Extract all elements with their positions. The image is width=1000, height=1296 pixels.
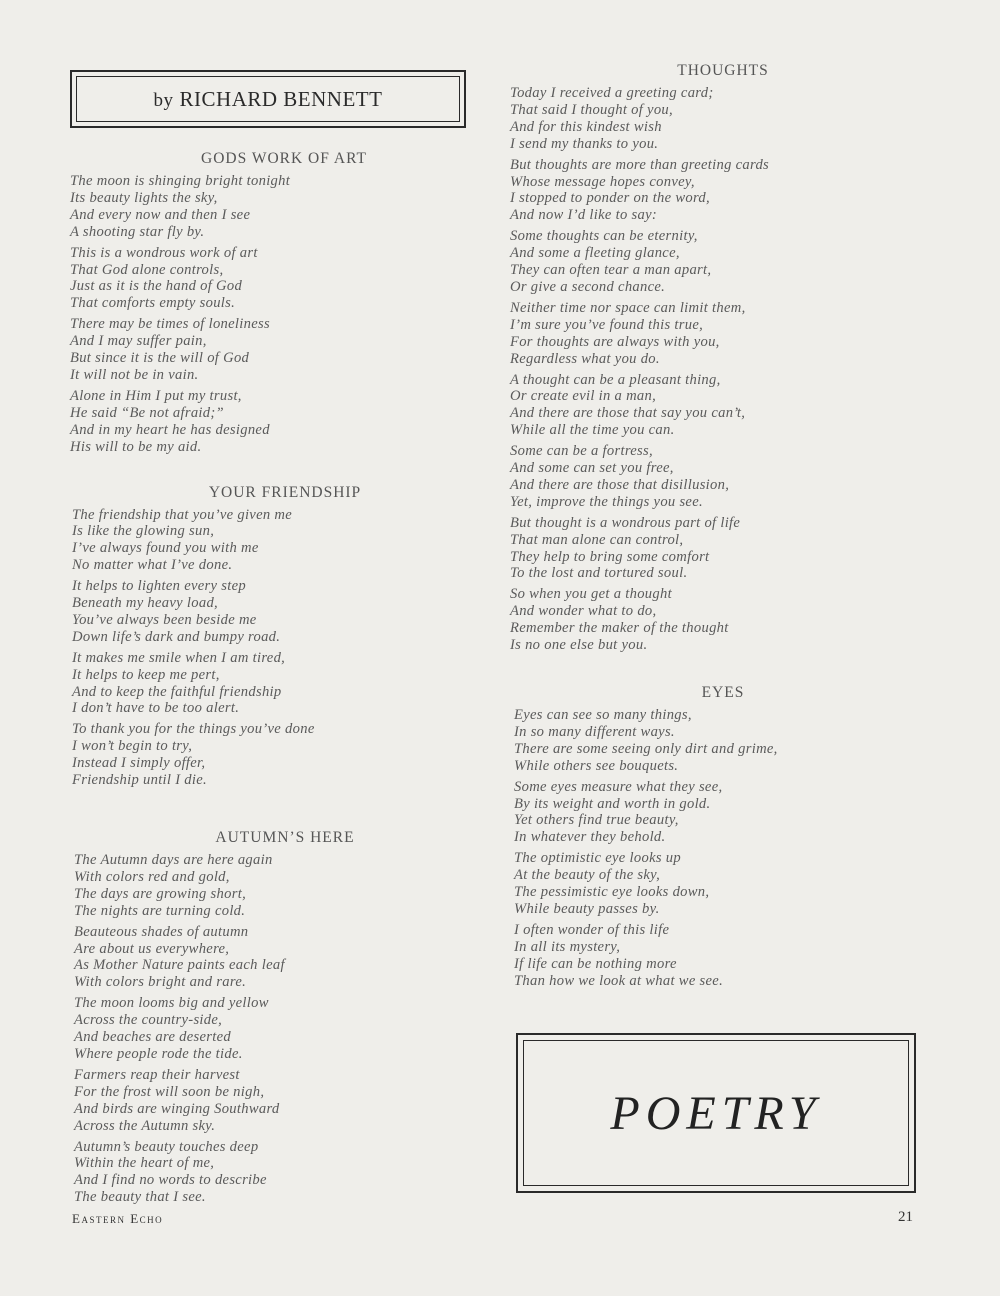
poem	[70, 150, 480, 456]
stanza	[70, 388, 480, 456]
poem-line: The days are growing short,	[74, 885, 247, 902]
poem-line: For thoughts are always with you,	[510, 333, 720, 350]
poem-line: Remember the maker of the thought	[510, 620, 729, 637]
poem-line: It helps to lighten every step	[72, 578, 246, 595]
poem-line: And in my heart he has designed	[70, 421, 270, 438]
poem-line: And beaches are deserted	[74, 1029, 232, 1046]
poem-line: Beneath my heavy load,	[72, 595, 218, 612]
stanza	[70, 1139, 480, 1207]
poem-line: And wonder what to do,	[510, 603, 657, 620]
author-box	[70, 70, 466, 128]
poem-title: AUTUMN’S HERE	[215, 829, 355, 846]
poem-line: I send my thanks to you.	[510, 135, 659, 152]
poem-line: While others see bouquets.	[514, 757, 679, 774]
poem-title: THOUGHTS	[677, 62, 769, 79]
poem-line: The beauty that I see.	[74, 1189, 206, 1206]
poem-line: Autumn’s beauty touches deep	[74, 1138, 259, 1155]
poem-line: There are some seeing only dirt and grime,	[514, 740, 778, 757]
stanza	[508, 850, 918, 918]
poem-line: The nights are turning cold.	[74, 902, 246, 919]
poem-line: In all its mystery,	[514, 938, 621, 955]
poem-line: Regardless what you do.	[510, 350, 660, 367]
poem-line: But thought is a wondrous part of life	[510, 514, 741, 531]
poem-line: I’m sure you’ve found this true,	[510, 316, 704, 333]
stanza	[508, 586, 918, 654]
stanza	[70, 316, 480, 384]
poem-line: And there are those that disillusion,	[510, 476, 730, 493]
poem-line: And some a fleeting glance,	[510, 245, 680, 262]
poem-line: And now I’d like to say:	[510, 207, 658, 224]
poem-line: The moon looms big and yellow	[74, 995, 269, 1012]
poem-line: To the lost and tortured soul.	[510, 565, 688, 582]
stanza	[70, 173, 480, 241]
poem-line: It will not be in vain.	[70, 366, 199, 383]
poem-line: The optimistic eye looks up	[514, 850, 681, 867]
poem-line: Is like the glowing sun,	[72, 523, 215, 540]
section-label: POETRY	[610, 1086, 822, 1140]
poem-line: If life can be nothing more	[514, 955, 677, 972]
poem-line: Where people rode the tide.	[74, 1045, 243, 1062]
poem-line: Eyes can see so many things,	[514, 707, 692, 723]
poem-line: Are about us everywhere,	[74, 940, 230, 957]
poem-line: I’ve always found you with me	[72, 540, 259, 557]
poem-line: Whose message hopes convey,	[510, 173, 695, 190]
poem-line: But since it is the will of God	[70, 350, 250, 367]
stanza	[70, 245, 480, 313]
stanza	[70, 995, 480, 1063]
poem-title: EYES	[701, 684, 745, 701]
poem-line: As Mother Nature paints each leaf	[74, 957, 285, 974]
poem-line: Farmers reap their harvest	[74, 1066, 240, 1083]
poem-line: While beauty passes by.	[514, 900, 660, 917]
poem-line: That man alone can control,	[510, 531, 684, 548]
poem-title: YOUR FRIENDSHIP	[208, 483, 362, 501]
stanza	[508, 779, 918, 847]
stanza	[70, 852, 480, 920]
poem-line: He said “Be not afraid;”	[70, 404, 224, 421]
left-poems	[70, 150, 480, 1206]
stanza	[508, 515, 918, 583]
poem-line: A shooting star fly by.	[70, 223, 205, 240]
poem-line: At the beauty of the sky,	[514, 867, 661, 884]
poem-line: And to keep the faithful friendship	[72, 683, 282, 700]
poem-line: Yet others find true beauty,	[514, 812, 679, 829]
poem-line: There may be times of loneliness	[70, 316, 270, 333]
poem-line: Instead I simply offer,	[72, 755, 206, 772]
poem-line: In so many different ways.	[514, 723, 675, 740]
poem-line: It helps to keep me pert,	[72, 666, 220, 683]
stanza	[508, 372, 918, 440]
poem-line: Some eyes measure what they see,	[514, 778, 723, 795]
poem-line: The friendship that you’ve given me	[72, 506, 293, 523]
poem-line: While all the time you can.	[510, 422, 675, 439]
poem-line: I don’t have to be too alert.	[72, 700, 240, 717]
stanza	[70, 721, 480, 789]
poem-line: That God alone controls,	[70, 261, 224, 278]
poem-line: No matter what I’ve done.	[72, 557, 233, 574]
author-prefix: by	[153, 89, 174, 111]
poem-title: GODS WORK OF ART	[201, 150, 367, 167]
poem-line: And I find no words to describe	[74, 1172, 267, 1189]
poem-line: And there are those that say you can’t,	[510, 405, 746, 422]
stanza	[70, 507, 480, 575]
poem-line: A thought can be a pleasant thing,	[510, 371, 721, 388]
poem-line: Or create evil in a man,	[510, 388, 657, 405]
poem-line: Some can be a fortress,	[510, 443, 653, 460]
poetry-section-box	[516, 1033, 916, 1193]
poem-line: Across the country-side,	[74, 1012, 223, 1029]
poem-line: Yet, improve the things you see.	[510, 493, 703, 510]
poem-line: By its weight and worth in gold.	[514, 795, 711, 812]
poem-line: With colors red and gold,	[74, 868, 230, 885]
poem-line: And some can set you free,	[510, 460, 674, 477]
poem-line: Than how we look at what we see.	[514, 972, 724, 989]
stanza	[508, 443, 918, 511]
poem-line: Neither time nor space can limit them,	[510, 299, 746, 316]
poem-line: Down life’s dark and bumpy road.	[72, 628, 281, 645]
poem-line: That said I thought of you,	[510, 101, 673, 118]
right-poems	[508, 62, 918, 990]
poem-line: Is no one else but you.	[510, 637, 648, 654]
poem-line: But thoughts are more than greeting cards	[510, 156, 770, 173]
poem-line: Beauteous shades of autumn	[74, 923, 249, 940]
poem	[508, 62, 918, 654]
poem-line: You’ve always been beside me	[72, 611, 257, 628]
poem-line: To thank you for the things you’ve done	[72, 721, 315, 738]
poem-line: In whatever they behold.	[514, 829, 666, 846]
poem-line: Friendship until I die.	[72, 772, 207, 789]
poem-line: They can often tear a man apart,	[510, 262, 712, 279]
poem-line: Or give a second chance.	[510, 278, 666, 295]
poem-line: Some thoughts can be eternity,	[510, 228, 698, 245]
poem-line: The pessimistic eye looks down,	[514, 884, 710, 901]
left-column	[70, 70, 480, 1210]
page-number: 21	[898, 1209, 913, 1225]
stanza	[508, 300, 918, 368]
poem-line: I won’t begin to try,	[72, 738, 193, 755]
poem-line: This is a wondrous work of art	[70, 244, 258, 261]
poem-line: The Autumn days are here again	[74, 852, 273, 868]
poem-line: Just as it is the hand of God	[70, 278, 243, 295]
poem	[508, 684, 918, 990]
poem-line: So when you get a thought	[510, 586, 672, 603]
poem-line: They help to bring some comfort	[510, 548, 710, 565]
stanza	[508, 157, 918, 225]
poem-line: For the frost will soon be nigh,	[74, 1083, 265, 1100]
poem-line: Its beauty lights the sky,	[70, 189, 218, 206]
poem-line: It makes me smile when I am tired,	[72, 649, 286, 666]
publication-name: Eastern Echo	[72, 1211, 164, 1226]
stanza	[70, 1067, 480, 1135]
poem	[70, 829, 480, 1206]
stanza	[508, 85, 918, 153]
poem-line: Today I received a greeting card;	[510, 85, 714, 101]
right-column	[508, 62, 918, 994]
poem-line: His will to be my aid.	[70, 438, 202, 455]
poem-line: And for this kindest wish	[510, 118, 662, 135]
stanza	[508, 922, 918, 990]
poem-line: Across the Autumn sky.	[74, 1117, 216, 1134]
poem-line: With colors bright and rare.	[74, 974, 247, 991]
author-name: RICHARD BENNETT	[179, 86, 383, 111]
stanza	[508, 228, 918, 296]
poem-line: Within the heart of me,	[74, 1155, 215, 1172]
poem	[70, 484, 480, 790]
poem-line: The moon is shinging bright tonight	[70, 173, 291, 189]
poem-line: I stopped to ponder on the word,	[510, 190, 710, 207]
stanza	[70, 924, 480, 992]
poem-line: Alone in Him I put my trust,	[70, 387, 242, 404]
stanza	[70, 578, 480, 646]
stanza	[508, 707, 918, 775]
poem-line: And birds are winging Southward	[74, 1100, 280, 1117]
poem-line: And every now and then I see	[70, 206, 251, 223]
stanza	[70, 650, 480, 718]
poem-line: And I may suffer pain,	[70, 333, 207, 350]
poem-line: I often wonder of this life	[514, 921, 670, 938]
poem-line: That comforts empty souls.	[70, 295, 236, 312]
